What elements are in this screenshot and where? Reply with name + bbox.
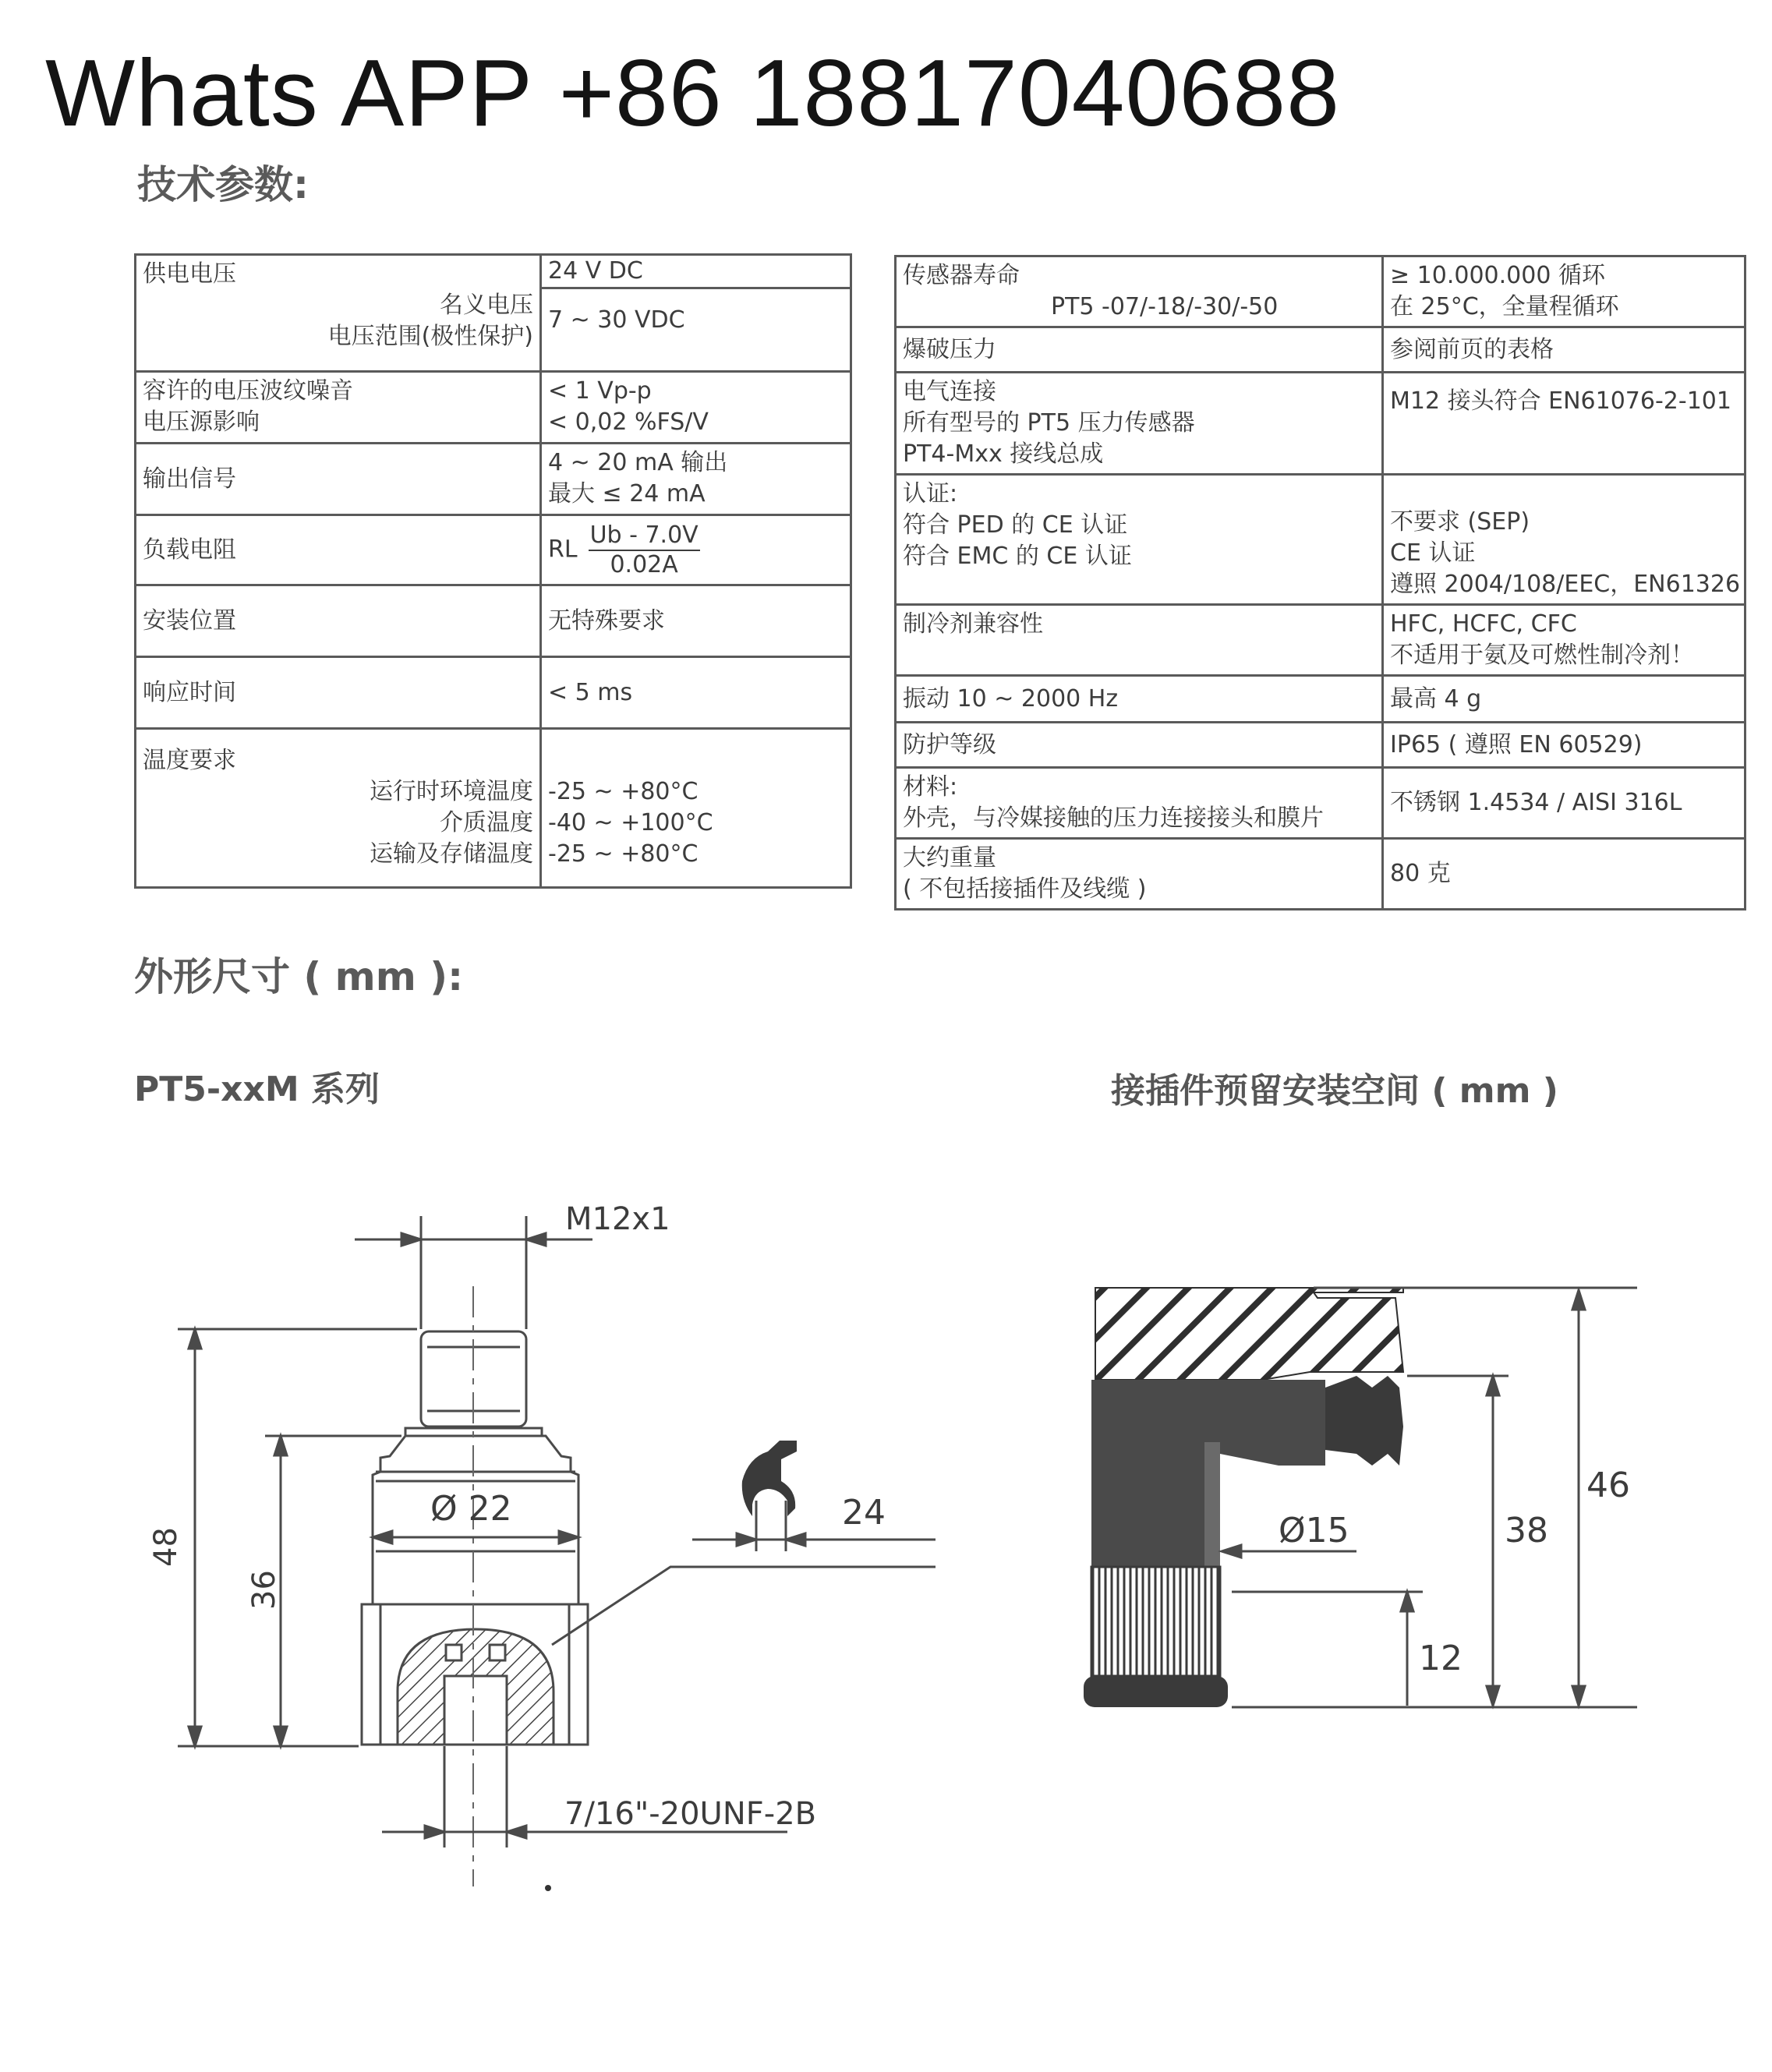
spec-value: 遵照 2004/108/EEC，EN61326: [1390, 571, 1741, 598]
spec-label: 外壳，与冷媒接触的压力连接接头和膜片: [903, 804, 1324, 832]
dim-48-label: 48: [148, 1527, 184, 1567]
hex-leader-line: [552, 1567, 936, 1645]
spec-value: 不要求 (SEP): [1390, 508, 1530, 536]
spec-value: 4 ~ 20 mA 输出: [548, 449, 728, 476]
spec-value: -40 ~ +100°C: [548, 809, 713, 836]
spec-label: 电压范围(极性保护): [327, 323, 533, 350]
spec-value: 最高 4 g: [1390, 684, 1482, 712]
spec-label: 运行时环境温度: [370, 778, 533, 805]
spec-label: ( 不包括接插件及线缆 ): [903, 875, 1147, 903]
spec-value: 不锈钢 1.4534 / AISI 316L: [1390, 789, 1682, 816]
spec-label: 认证:: [903, 480, 958, 507]
spec-value: 无特殊要求: [548, 606, 665, 635]
tech-params-title: 技术参数:: [137, 162, 309, 207]
spec-value: IP65 ( 遵照 EN 60529): [1390, 730, 1643, 758]
dim-46-label: 46: [1586, 1466, 1630, 1505]
spec-label: 容许的电压波纹噪音: [143, 377, 353, 405]
spec-label: 输出信号: [143, 465, 236, 493]
spec-label: 材料:: [903, 773, 958, 801]
spec-label: 防护等级: [903, 730, 996, 758]
spec-label: PT4-Mxx 接线总成: [903, 440, 1104, 468]
spec-label: 响应时间: [143, 678, 236, 706]
dim-d22: [373, 1531, 578, 1543]
spec-value: M12 接头符合 EN61076-2-101: [1390, 387, 1731, 415]
connector-space-drawing: [1084, 1288, 1637, 1707]
dim-46: [1572, 1290, 1585, 1706]
dim-d15-label: Ø15: [1279, 1511, 1349, 1550]
dim-12: [1232, 1592, 1423, 1706]
spec-value: 参阅前页的表格: [1390, 335, 1554, 363]
dim-38-label: 38: [1505, 1511, 1548, 1550]
spec-value: CE 认证: [1390, 539, 1476, 567]
spec-label: 爆破压力: [903, 335, 996, 363]
spec-value: 最大 ≤ 24 mA: [548, 480, 706, 507]
formula-numerator: Ub - 7.0V: [589, 522, 700, 551]
dim-24: [692, 1501, 936, 1551]
spec-value: 24 V DC: [548, 257, 643, 285]
spec-label: PT5 -07/-18/-30/-50: [1051, 293, 1279, 320]
spec-value: -25 ~ +80°C: [548, 778, 699, 805]
spec-label: 大约重量: [903, 844, 996, 872]
spec-label: 安装位置: [143, 606, 236, 635]
knurled-nut: [1091, 1567, 1220, 1676]
dim-24-label: 24: [842, 1493, 886, 1533]
spec-label: 符合 PED 的 CE 认证: [903, 511, 1128, 539]
spec-label: 名义电压: [440, 292, 533, 319]
spec-value: HFC, HCFC, CFC: [1390, 610, 1577, 638]
dim-d22-label: Ø 22: [430, 1489, 512, 1529]
spec-label: 振动 10 ~ 2000 Hz: [903, 684, 1119, 712]
spec-value: 7 ~ 30 VDC: [548, 306, 685, 334]
dim-12-label: 12: [1419, 1639, 1463, 1678]
spec-value: < 0,02 %FS/V: [548, 408, 709, 436]
series-title: PT5-xxM 系列: [134, 1070, 380, 1109]
wrench-icon: [742, 1441, 797, 1516]
load-resistance-symbol: RL: [548, 536, 578, 563]
stray-dot: [545, 1885, 551, 1891]
dim-m12-label: M12x1: [565, 1201, 670, 1237]
spec-value: 在 25°C，全量程循环: [1390, 293, 1619, 320]
spec-label: 负载电阻: [143, 536, 236, 564]
mounting-obstacle: [1095, 1288, 1403, 1380]
spec-value: < 1 Vp-p: [548, 377, 652, 405]
spec-label: 电压源影响: [143, 408, 260, 436]
sensor-bore: [444, 1676, 507, 1745]
cable-boot: [1325, 1376, 1403, 1466]
contact-banner: Whats APP +86 18817040688: [45, 40, 1340, 146]
spec-value: 不适用于氨及可燃性制冷剂！: [1390, 642, 1694, 669]
spec-label: 传感器寿命: [903, 262, 1020, 289]
formula-denominator: 0.02A: [610, 550, 678, 578]
spec-value: 80 克: [1390, 860, 1451, 887]
dimensions-title: 外形尺寸 ( mm ):: [134, 954, 464, 999]
connector-space-title: 接插件预留安装空间 ( mm ): [1111, 1071, 1558, 1111]
spec-label: 符合 EMC 的 CE 认证: [903, 543, 1132, 570]
spec-label: 介质温度: [440, 809, 533, 836]
spec-label: 温度要求: [143, 747, 236, 774]
spec-value: ≥ 10.000.000 循环: [1390, 262, 1605, 289]
spec-label: 制冷剂兼容性: [903, 610, 1043, 638]
dim-unf-label: 7/16"-20UNF-2B: [564, 1796, 817, 1832]
spec-label: 供电电压: [143, 260, 236, 288]
spec-label: 所有型号的 PT5 压力传感器: [903, 409, 1195, 437]
spec-label: 运输及存储温度: [370, 840, 533, 868]
connector-base: [1084, 1676, 1228, 1707]
spec-value: -25 ~ +80°C: [548, 840, 699, 868]
dim-36-label: 36: [246, 1570, 282, 1610]
spec-label: 电气连接: [903, 378, 996, 405]
spec-value: < 5 ms: [548, 678, 633, 706]
